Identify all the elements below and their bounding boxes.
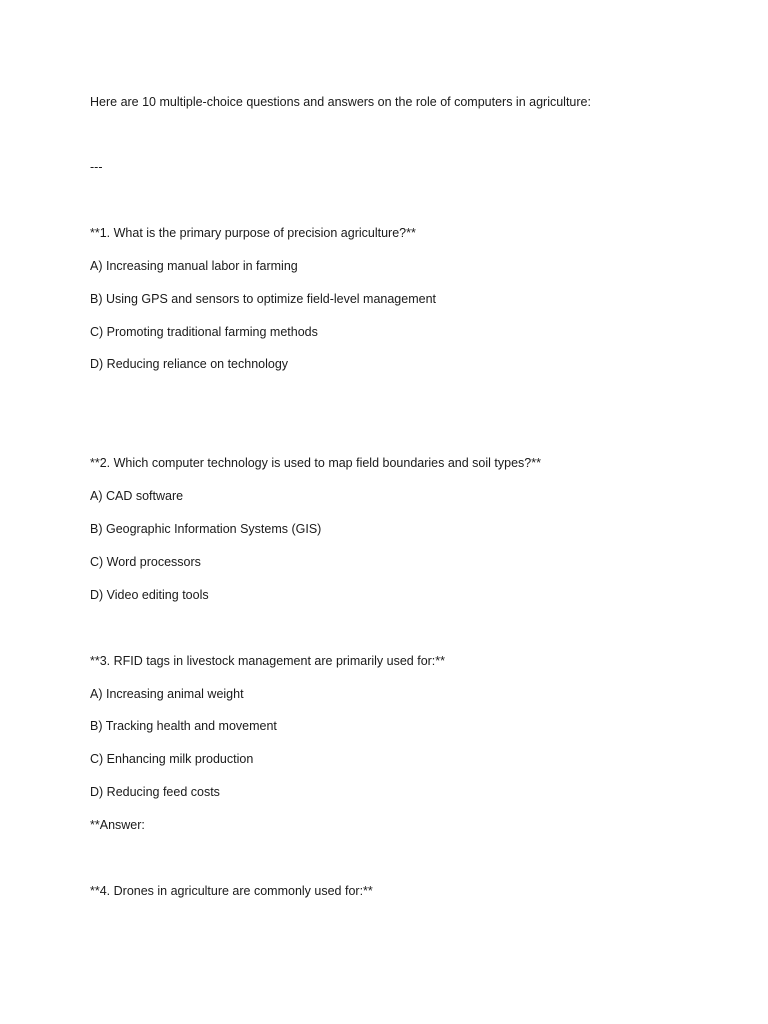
question-2-option-a: A) CAD software — [90, 489, 184, 503]
question-2-option-d: D) Video editing tools — [90, 588, 209, 602]
question-3-option-c: C) Enhancing milk production — [90, 752, 254, 766]
question-1-option-a: A) Increasing manual labor in farming — [90, 259, 298, 273]
question-1: **1. What is the primary purpose of precision agriculture?** — [90, 226, 416, 240]
question-3-option-a: A) Increasing animal weight — [90, 687, 244, 701]
question-2: **2. Which computer technology is used to map field boundaries and soil types?** — [90, 456, 541, 470]
separator: --- — [90, 160, 103, 174]
question-2-option-b: B) Geographic Information Systems (GIS) — [90, 522, 322, 536]
question-2-option-c: C) Word processors — [90, 555, 201, 569]
question-1-option-c: C) Promoting traditional farming methods — [90, 325, 318, 339]
question-3-option-b: B) Tracking health and movement — [90, 719, 277, 733]
intro-text: Here are 10 multiple-choice questions and answers on the role of computers in agriculture: — [90, 95, 591, 109]
question-3: **3. RFID tags in livestock management are primarily used for:** — [90, 654, 446, 668]
question-4: **4. Drones in agriculture are commonly used for:** — [90, 884, 373, 898]
question-3-option-d: D) Reducing feed costs — [90, 785, 220, 799]
question-3-answer: **Answer: — [90, 818, 145, 832]
question-1-option-b: B) Using GPS and sensors to optimize field-level management — [90, 292, 436, 306]
question-1-option-d: D) Reducing reliance on technology — [90, 357, 289, 371]
